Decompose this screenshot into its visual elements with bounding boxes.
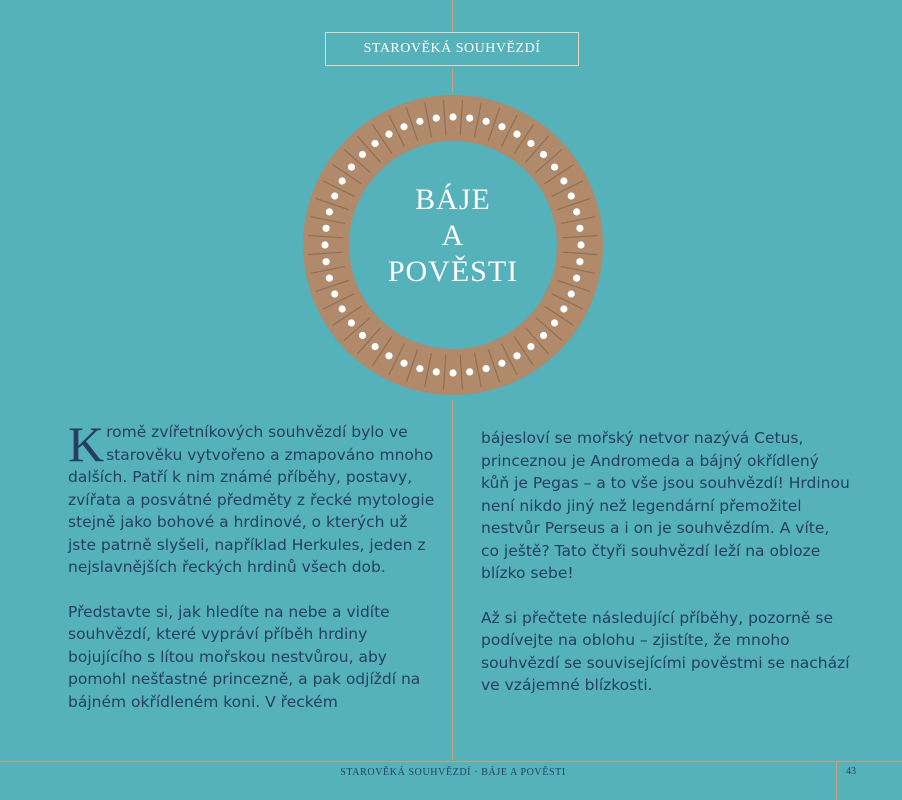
ring-dot <box>540 151 547 158</box>
left-paragraph-2: Představte si, jak hledíte na nebe a vidíte souhvězdí, které vypráví příběh hrdiny bojujícího s lítou mořskou nestvůrou, aby pomohl nešťastné princezně, a pak odjíždí na bájném okřídleném koni. V řeckém <box>68 602 421 711</box>
ring-dot <box>331 290 338 297</box>
ring-dot <box>326 275 333 282</box>
ring-dot <box>416 118 423 125</box>
ring-dot <box>348 163 355 170</box>
ring-dot <box>385 131 392 138</box>
ring-dot <box>339 305 346 312</box>
ring-dot <box>385 352 392 359</box>
ring-dot <box>540 332 547 339</box>
emblem-title-line-2: A <box>441 219 465 252</box>
ring-dot <box>359 332 366 339</box>
right-paragraph-2: Až si přečtete následující příběhy, pozorně se podívejte na oblohu – zjistíte, že mnoho souhvězdí se souvisejícími pověstmi se nachází ve vzájemné blízkosti. <box>481 608 850 694</box>
ring-dot <box>573 208 580 215</box>
ring-dot <box>400 360 407 367</box>
left-paragraph-1-text: romě zvířetníkových souhvězdí bylo ve starověku vytvořeno a zmapováno mnoho dalších. Patří k nim známé příběhy, postavy, zvířata a posvátné předměty z řecké mytologie stejně jako bohové a hrdinové, o kterých už jste patrně slyšeli, například Herkules, jeden z nejslavnějších řeckých hrdinů všech dob. <box>68 423 435 576</box>
ring-dot <box>483 118 490 125</box>
right-paragraph-1: bájesloví se mořský netvor nazývá Cetus, princeznou je Andromeda a bájný okřídlený kůň je Pegas – a to vše jsou souhvězdí! Hrdinou není nikdo jiný než legendární přemožitel nestvůr Perseus a i on je souhvězdím. A víte, co ještě? Tato čtyři souhvězdí leží na obloze blízko sebe! <box>481 429 850 582</box>
footer-rule <box>0 761 902 762</box>
left-column <box>68 418 440 713</box>
ring-dot <box>513 352 520 359</box>
ring-dot <box>322 225 329 232</box>
ring-dot <box>326 208 333 215</box>
gutter-line <box>452 400 453 760</box>
ring-dot <box>466 114 473 121</box>
ring-dot <box>560 305 567 312</box>
running-footer: STAROVĚKÁ SOUHVĚZDÍ · BÁJE A POVĚSTI <box>340 767 566 778</box>
ring-dot <box>527 140 534 147</box>
page-number: 43 <box>846 766 856 777</box>
ring-dot <box>573 275 580 282</box>
ring-dot <box>433 368 440 375</box>
ring-dot <box>483 365 490 372</box>
ring-dot <box>433 114 440 121</box>
ring-dot <box>348 319 355 326</box>
ring-dot <box>371 140 378 147</box>
ring-dot <box>568 192 575 199</box>
ring-dot <box>359 151 366 158</box>
ring-dot <box>466 368 473 375</box>
right-column <box>481 427 851 697</box>
emblem-title <box>340 182 566 290</box>
ring-dot <box>551 319 558 326</box>
ring-dot <box>498 123 505 130</box>
gutter-line-mid <box>452 68 453 92</box>
ring-dot <box>416 365 423 372</box>
ring-dot <box>513 131 520 138</box>
drop-cap: K <box>68 416 105 472</box>
footer-divider <box>836 762 837 800</box>
section-title: STAROVĚKÁ SOUHVĚZDÍ <box>363 41 541 56</box>
emblem-title-line-1: BÁJE <box>415 183 491 216</box>
ring-dot <box>551 163 558 170</box>
left-paragraph-1 <box>68 418 440 579</box>
ring-dot <box>449 369 456 376</box>
ring-dot <box>331 192 338 199</box>
ring-dot <box>498 360 505 367</box>
section-header <box>325 32 579 66</box>
ring-dot <box>576 258 583 265</box>
ring-dot <box>568 290 575 297</box>
ring-dot <box>576 225 583 232</box>
ring-dot <box>371 343 378 350</box>
ring-dot <box>577 241 584 248</box>
gutter-line-top <box>452 0 453 32</box>
ring-dot <box>400 123 407 130</box>
ring-dot <box>449 113 456 120</box>
ring-dot <box>322 258 329 265</box>
ring-dot <box>527 343 534 350</box>
emblem-title-line-3: POVĚSTI <box>387 255 519 288</box>
ring-dot <box>321 241 328 248</box>
